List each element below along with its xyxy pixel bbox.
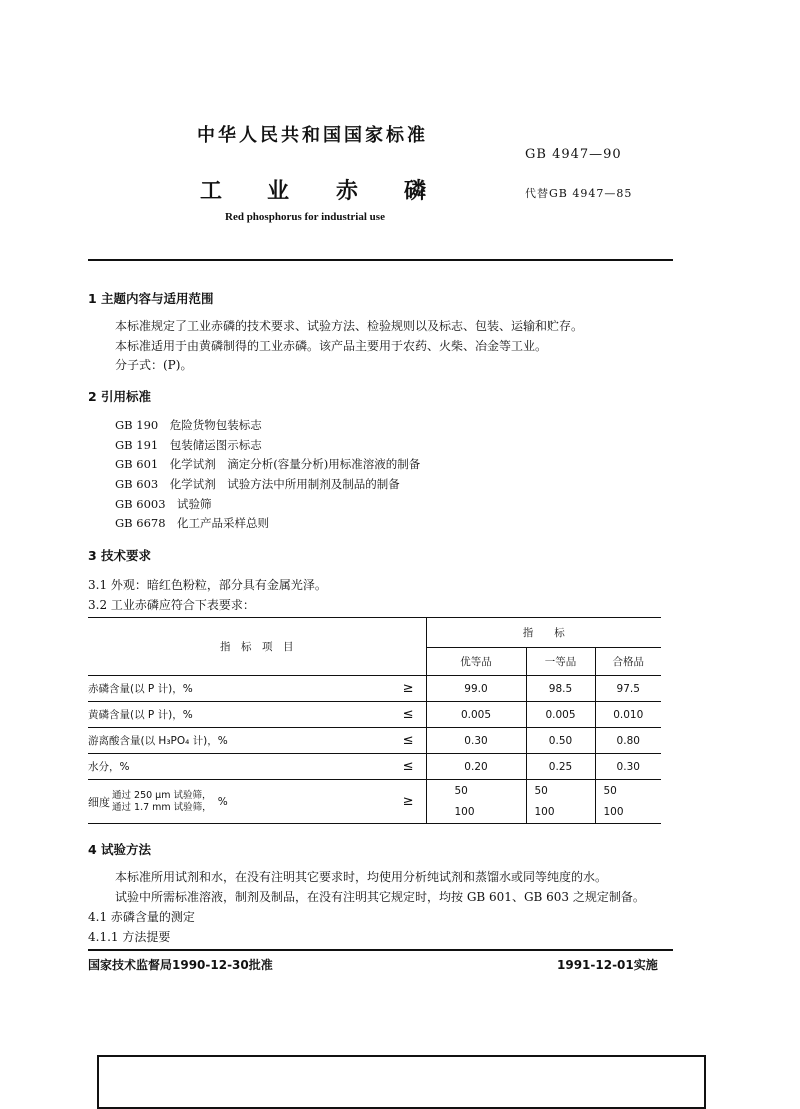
grade-header: 合格品 (595, 648, 661, 676)
row-value: 0.005 (426, 702, 526, 728)
row-item-cell (88, 676, 426, 702)
fineness-line-1: 通过 250 μm 试验筛， (112, 789, 212, 801)
row-value: 100 (526, 802, 595, 824)
row-item-label: 水分，% (88, 761, 130, 773)
reference-item: GB 603 化学试剂 试验方法中所用制剂及制品的制备 (115, 477, 400, 491)
footer-rule (88, 949, 673, 951)
row-value: 99.0 (426, 676, 526, 702)
fineness-item-cell (88, 780, 426, 824)
approval-note: 国家技术监督局1990-12-30批准 (88, 958, 273, 972)
reference-item: GB 191 包装储运图示标志 (115, 438, 262, 452)
row-value: 0.30 (426, 728, 526, 754)
row-value: 98.5 (526, 676, 595, 702)
row-value: 97.5 (595, 676, 661, 702)
standard-code: GB 4947—90 (525, 147, 622, 162)
row-value: 0.80 (595, 728, 661, 754)
section-1-line: 分子式：(P)。 (115, 358, 193, 372)
row-item-cell (88, 754, 426, 780)
header-rule (88, 259, 673, 261)
fineness-label: 细度 (88, 795, 110, 809)
title-char-2: 业 (267, 179, 290, 204)
replaces-note: 代替GB 4947—85 (525, 187, 633, 200)
row-value: 50 (426, 780, 526, 802)
row-value: 0.20 (426, 754, 526, 780)
row-item-cell (88, 728, 426, 754)
row-value: 0.010 (595, 702, 661, 728)
row-value: 0.30 (595, 754, 661, 780)
row-value: 0.25 (526, 754, 595, 780)
fineness-line-2: 通过 1.7 mm 试验筛， (112, 801, 212, 813)
row-comparator: ≤ (402, 707, 414, 722)
header-item-cell (88, 618, 426, 676)
row-item-cell (88, 702, 426, 728)
section-3-heading: 3 技术要求 (88, 548, 152, 563)
english-title: Red phosphorus for industrial use (225, 211, 385, 223)
row-value: 100 (426, 802, 526, 824)
title-char-3: 赤 (336, 179, 359, 204)
section-1-heading: 1 主题内容与适用范围 (88, 291, 214, 306)
row-value: 50 (526, 780, 595, 802)
reference-item: GB 601 化学试剂 滴定分析(容量分析)用标准溶液的制备 (115, 457, 421, 471)
row-item-label: 游离酸含量(以 H₃PO₄ 计)，% (88, 735, 228, 747)
table-row (88, 702, 661, 728)
item-3-2: 3.2 工业赤磷应符合下表要求： (88, 598, 255, 612)
item-4-1-1: 4.1.1 方法提要 (88, 930, 171, 944)
item-3-1: 3.1 外观：暗红色粉粒，部分具有金属光泽。 (88, 578, 327, 592)
title-char-1: 工 (200, 179, 223, 204)
row-comparator: ≤ (402, 733, 414, 748)
effective-date: 1991-12-01实施 (557, 958, 658, 972)
table-row (88, 676, 661, 702)
section-1-line: 本标准适用于由黄磷制得的工业赤磷。该产品主要用于农药、火柴、冶金等工业。 (115, 339, 548, 353)
table-row-fineness (88, 780, 661, 802)
spec-table (88, 617, 661, 824)
grade-header: 一等品 (526, 648, 595, 676)
title-char-4: 磷 (404, 179, 427, 204)
section-4-line: 试验中所需标准溶液，制剂及制品，在没有注明其它规定时，均按 GB 601、GB 603 之规定制备。 (115, 890, 645, 904)
row-value: 0.50 (526, 728, 595, 754)
row-value: 50 (595, 780, 661, 802)
row-comparator: ≥ (402, 681, 414, 696)
header-index-cell (426, 618, 661, 648)
row-item-label: 黄磷含量(以 P 计)，% (88, 709, 193, 721)
fineness-unit: % (217, 795, 228, 808)
section-4-line: 本标准所用试剂和水，在没有注明其它要求时，均使用分析纯试剂和蒸馏水或同等纯度的水。 (115, 870, 608, 884)
reference-item: GB 190 危险货物包装标志 (115, 418, 262, 432)
header-item-label: 指 标 项 目 (220, 641, 294, 653)
reference-item: GB 6003 试验筛 (115, 497, 212, 511)
standard-name: 中华人民共和国国家标准 (197, 125, 428, 146)
table-row (88, 754, 661, 780)
item-4-1: 4.1 赤磷含量的测定 (88, 910, 195, 924)
section-4-heading: 4 试验方法 (88, 842, 152, 857)
row-comparator: ≥ (402, 794, 414, 809)
section-2-heading: 2 引用标准 (88, 389, 152, 404)
section-1-line: 本标准规定了工业赤磷的技术要求、试验方法、检验规则以及标志、包装、运输和贮存。 (115, 319, 584, 333)
grade-header: 优等品 (426, 648, 526, 676)
page-bottom-frame (97, 1055, 706, 1109)
table-row (88, 728, 661, 754)
row-value: 100 (595, 802, 661, 824)
reference-item: GB 6678 化工产品采样总则 (115, 516, 270, 530)
header-index-label: 指 标 (522, 627, 565, 639)
row-comparator: ≤ (402, 759, 414, 774)
row-item-label: 赤磷含量(以 P 计)，% (88, 683, 193, 695)
row-value: 0.005 (526, 702, 595, 728)
